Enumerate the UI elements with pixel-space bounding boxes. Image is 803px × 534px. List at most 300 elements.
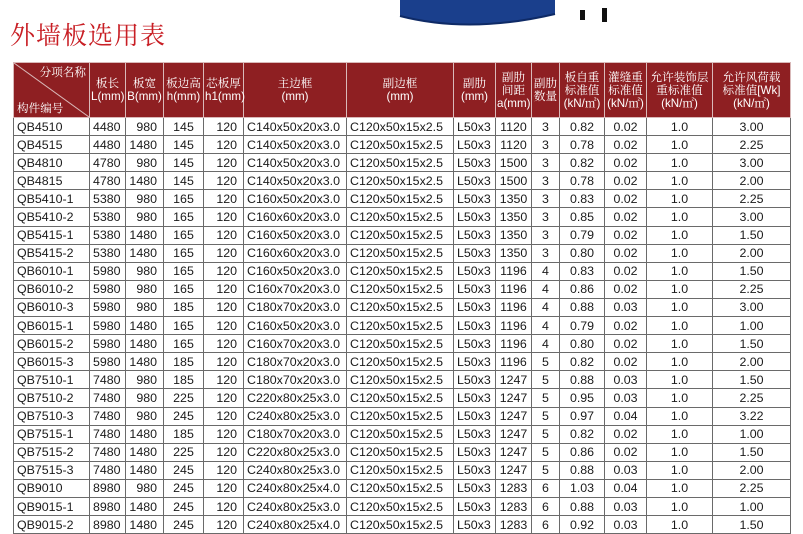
cell-rib-spacing: 1196 [496, 353, 532, 371]
cell-grout-weight: 0.02 [605, 443, 647, 461]
cell-component-id: QB9015-2 [14, 516, 90, 534]
cell-wind-load: 2.25 [713, 190, 791, 208]
cell-component-id: QB7515-3 [14, 461, 90, 479]
header-main-frame: 主边框 (mm) [244, 63, 347, 118]
cell-edge-height: 185 [164, 371, 204, 389]
cell-self-weight: 0.88 [560, 461, 605, 479]
cell-decoration-load: 1.0 [647, 208, 713, 226]
header-rib-spacing: 副肋 间距 a(mm) [496, 63, 532, 118]
cell-edge-height: 145 [164, 136, 204, 154]
header-rib: 副肋 (mm) [454, 63, 496, 118]
cell-component-id: QB6015-1 [14, 317, 90, 335]
cell-secondary-frame: C120x50x15x2.5 [347, 136, 454, 154]
cell-rib-spacing: 1283 [496, 516, 532, 534]
cell-secondary-frame: C120x50x15x2.5 [347, 407, 454, 425]
cell-rib: L50x3 [454, 425, 496, 443]
cell-decoration-load: 1.0 [647, 371, 713, 389]
cell-secondary-frame: C120x50x15x2.5 [347, 461, 454, 479]
cell-rib-count: 3 [532, 118, 560, 136]
cell-core-thickness: 120 [204, 262, 244, 280]
cell-rib-count: 6 [532, 497, 560, 515]
cell-core-thickness: 120 [204, 172, 244, 190]
cell-grout-weight: 0.02 [605, 154, 647, 172]
cell-core-thickness: 120 [204, 516, 244, 534]
table-row [14, 154, 791, 172]
cell-grout-weight: 0.02 [605, 118, 647, 136]
cell-length: 5380 [90, 208, 126, 226]
cell-wind-load: 1.00 [713, 317, 791, 335]
cell-core-thickness: 120 [204, 317, 244, 335]
cell-secondary-frame: C120x50x15x2.5 [347, 298, 454, 316]
cell-self-weight: 0.82 [560, 154, 605, 172]
cell-self-weight: 0.86 [560, 443, 605, 461]
cell-edge-height: 185 [164, 353, 204, 371]
cell-secondary-frame: C120x50x15x2.5 [347, 154, 454, 172]
cell-rib-spacing: 1283 [496, 497, 532, 515]
cell-width: 980 [126, 262, 164, 280]
cell-self-weight: 0.79 [560, 317, 605, 335]
cell-wind-load: 1.50 [713, 335, 791, 353]
cell-rib: L50x3 [454, 389, 496, 407]
cell-main-frame: C220x80x25x3.0 [244, 389, 347, 407]
cell-rib-count: 5 [532, 389, 560, 407]
cell-wind-load: 2.25 [713, 389, 791, 407]
cell-width: 1480 [126, 317, 164, 335]
cell-secondary-frame: C120x50x15x2.5 [347, 516, 454, 534]
cell-rib: L50x3 [454, 262, 496, 280]
cell-component-id: QB6010-3 [14, 298, 90, 316]
cell-length: 5980 [90, 298, 126, 316]
page-title: 外墙板选用表 [10, 21, 167, 50]
cell-width: 980 [126, 407, 164, 425]
cell-width: 1480 [126, 335, 164, 353]
cell-secondary-frame: C120x50x15x2.5 [347, 190, 454, 208]
cell-wind-load: 2.00 [713, 172, 791, 190]
cell-rib-count: 4 [532, 298, 560, 316]
cell-rib-count: 3 [532, 172, 560, 190]
cell-wind-load: 3.00 [713, 154, 791, 172]
cell-component-id: QB6015-3 [14, 353, 90, 371]
table-row [14, 335, 791, 353]
cell-secondary-frame: C120x50x15x2.5 [347, 317, 454, 335]
cell-rib-count: 4 [532, 335, 560, 353]
cell-rib-spacing: 1120 [496, 136, 532, 154]
table-row [14, 353, 791, 371]
cell-length: 5980 [90, 317, 126, 335]
table-row [14, 208, 791, 226]
cell-width: 1480 [126, 136, 164, 154]
cell-secondary-frame: C120x50x15x2.5 [347, 371, 454, 389]
cell-secondary-frame: C120x50x15x2.5 [347, 425, 454, 443]
cell-rib-count: 6 [532, 516, 560, 534]
cell-width: 1480 [126, 425, 164, 443]
table-row [14, 262, 791, 280]
cell-length: 5380 [90, 226, 126, 244]
cell-main-frame: C240x80x25x3.0 [244, 407, 347, 425]
cell-rib-spacing: 1247 [496, 425, 532, 443]
cell-main-frame: C160x50x20x3.0 [244, 226, 347, 244]
cell-length: 4480 [90, 118, 126, 136]
cell-length: 8980 [90, 516, 126, 534]
cell-grout-weight: 0.02 [605, 353, 647, 371]
cell-main-frame: C220x80x25x3.0 [244, 443, 347, 461]
cell-rib: L50x3 [454, 190, 496, 208]
cell-component-id: QB4810 [14, 154, 90, 172]
cell-edge-height: 165 [164, 208, 204, 226]
cell-width: 1480 [126, 226, 164, 244]
cell-width: 1480 [126, 497, 164, 515]
header-corner-bottom-label: 构件编号 [17, 102, 64, 115]
cell-grout-weight: 0.02 [605, 425, 647, 443]
table-row [14, 244, 791, 262]
table-row [14, 479, 791, 497]
cell-rib-count: 3 [532, 244, 560, 262]
cell-component-id: QB5415-2 [14, 244, 90, 262]
cell-grout-weight: 0.03 [605, 371, 647, 389]
cell-main-frame: C180x70x20x3.0 [244, 298, 347, 316]
cell-component-id: QB4815 [14, 172, 90, 190]
cell-secondary-frame: C120x50x15x2.5 [347, 262, 454, 280]
header-core-thickness: 芯板厚 h1(mm) [204, 63, 244, 118]
cell-self-weight: 0.78 [560, 172, 605, 190]
cell-edge-height: 185 [164, 425, 204, 443]
cell-self-weight: 0.86 [560, 280, 605, 298]
cell-main-frame: C160x50x20x3.0 [244, 317, 347, 335]
cell-decoration-load: 1.0 [647, 443, 713, 461]
cell-wind-load: 3.00 [713, 298, 791, 316]
cell-length: 7480 [90, 443, 126, 461]
cell-wind-load: 1.50 [713, 226, 791, 244]
cell-edge-height: 225 [164, 389, 204, 407]
cell-rib-spacing: 1247 [496, 389, 532, 407]
cell-main-frame: C140x50x20x3.0 [244, 136, 347, 154]
cell-decoration-load: 1.0 [647, 479, 713, 497]
cell-width: 980 [126, 371, 164, 389]
cell-component-id: QB5410-2 [14, 208, 90, 226]
cell-wind-load: 1.00 [713, 425, 791, 443]
header-self-weight: 板自重 标准值 (kN/㎡) [560, 63, 605, 118]
cell-grout-weight: 0.03 [605, 516, 647, 534]
cell-rib-spacing: 1247 [496, 407, 532, 425]
cell-main-frame: C160x60x20x3.0 [244, 208, 347, 226]
cell-main-frame: C180x70x20x3.0 [244, 425, 347, 443]
cell-decoration-load: 1.0 [647, 425, 713, 443]
cell-wind-load: 3.00 [713, 208, 791, 226]
cell-self-weight: 0.79 [560, 226, 605, 244]
cell-core-thickness: 120 [204, 335, 244, 353]
cell-self-weight: 1.03 [560, 479, 605, 497]
table-row [14, 226, 791, 244]
cell-width: 1480 [126, 244, 164, 262]
wall-panel-selection-table [13, 62, 791, 534]
cell-rib: L50x3 [454, 443, 496, 461]
cell-length: 4780 [90, 154, 126, 172]
cell-decoration-load: 1.0 [647, 407, 713, 425]
cell-wind-load: 2.00 [713, 461, 791, 479]
table-row [14, 425, 791, 443]
cell-rib: L50x3 [454, 172, 496, 190]
cell-rib-spacing: 1283 [496, 479, 532, 497]
cell-rib-count: 4 [532, 262, 560, 280]
cell-main-frame: C160x50x20x3.0 [244, 262, 347, 280]
cell-length: 8980 [90, 497, 126, 515]
cell-core-thickness: 120 [204, 371, 244, 389]
cell-rib: L50x3 [454, 461, 496, 479]
cell-core-thickness: 120 [204, 353, 244, 371]
cell-secondary-frame: C120x50x15x2.5 [347, 479, 454, 497]
header-length: 板长 L(mm) [90, 63, 126, 118]
cell-width: 1480 [126, 443, 164, 461]
wall-panel-table-container [13, 62, 790, 534]
cell-edge-height: 165 [164, 280, 204, 298]
cell-component-id: QB6010-1 [14, 262, 90, 280]
cell-component-id: QB7515-2 [14, 443, 90, 461]
cell-secondary-frame: C120x50x15x2.5 [347, 172, 454, 190]
cell-length: 8980 [90, 479, 126, 497]
cell-component-id: QB7510-3 [14, 407, 90, 425]
cell-wind-load: 1.50 [713, 371, 791, 389]
cell-rib-count: 5 [532, 443, 560, 461]
cell-edge-height: 145 [164, 154, 204, 172]
table-header-row [14, 63, 791, 118]
cell-length: 5980 [90, 280, 126, 298]
cell-length: 5380 [90, 244, 126, 262]
cell-rib-count: 3 [532, 154, 560, 172]
cell-component-id: QB7515-1 [14, 425, 90, 443]
cell-rib-spacing: 1196 [496, 280, 532, 298]
cell-length: 4780 [90, 172, 126, 190]
cell-main-frame: C240x80x25x3.0 [244, 497, 347, 515]
cell-core-thickness: 120 [204, 154, 244, 172]
cell-rib-spacing: 1350 [496, 244, 532, 262]
cell-rib-count: 3 [532, 136, 560, 154]
cell-rib-count: 5 [532, 371, 560, 389]
cell-width: 1480 [126, 353, 164, 371]
table-row [14, 371, 791, 389]
cell-width: 980 [126, 208, 164, 226]
cell-edge-height: 245 [164, 479, 204, 497]
cell-core-thickness: 120 [204, 479, 244, 497]
cell-decoration-load: 1.0 [647, 154, 713, 172]
cell-rib-spacing: 1247 [496, 443, 532, 461]
cell-decoration-load: 1.0 [647, 298, 713, 316]
cell-length: 7480 [90, 425, 126, 443]
cell-decoration-load: 1.0 [647, 516, 713, 534]
cell-rib-count: 3 [532, 208, 560, 226]
cell-core-thickness: 120 [204, 425, 244, 443]
cell-rib-spacing: 1196 [496, 298, 532, 316]
cell-self-weight: 0.88 [560, 298, 605, 316]
cell-rib-count: 3 [532, 190, 560, 208]
cell-length: 5980 [90, 335, 126, 353]
cell-core-thickness: 120 [204, 118, 244, 136]
cell-component-id: QB5415-1 [14, 226, 90, 244]
cell-rib: L50x3 [454, 371, 496, 389]
cell-decoration-load: 1.0 [647, 262, 713, 280]
cell-core-thickness: 120 [204, 298, 244, 316]
cell-rib-count: 5 [532, 425, 560, 443]
cell-rib-spacing: 1196 [496, 335, 532, 353]
cell-rib-spacing: 1247 [496, 371, 532, 389]
cell-grout-weight: 0.02 [605, 280, 647, 298]
cell-grout-weight: 0.03 [605, 461, 647, 479]
cell-grout-weight: 0.02 [605, 317, 647, 335]
cell-component-id: QB4515 [14, 136, 90, 154]
cell-core-thickness: 120 [204, 190, 244, 208]
cell-secondary-frame: C120x50x15x2.5 [347, 244, 454, 262]
cell-main-frame: C180x70x20x3.0 [244, 353, 347, 371]
cell-core-thickness: 120 [204, 497, 244, 515]
cell-grout-weight: 0.02 [605, 226, 647, 244]
cell-wind-load: 1.00 [713, 497, 791, 515]
table-row [14, 190, 791, 208]
cell-decoration-load: 1.0 [647, 461, 713, 479]
cell-wind-load: 2.00 [713, 353, 791, 371]
header-corner-top-label: 分项名称 [39, 66, 86, 79]
cell-rib-spacing: 1500 [496, 172, 532, 190]
cell-component-id: QB9015-1 [14, 497, 90, 515]
cell-edge-height: 225 [164, 443, 204, 461]
cell-rib-count: 5 [532, 461, 560, 479]
cell-grout-weight: 0.02 [605, 172, 647, 190]
header-wind-load: 允许风荷载 标准值[Wk] (kN/㎡) [713, 63, 791, 118]
cell-rib: L50x3 [454, 280, 496, 298]
table-row [14, 497, 791, 515]
cell-self-weight: 0.88 [560, 497, 605, 515]
cell-rib: L50x3 [454, 154, 496, 172]
cell-length: 7480 [90, 371, 126, 389]
cell-rib-count: 6 [532, 479, 560, 497]
cell-edge-height: 245 [164, 407, 204, 425]
cell-secondary-frame: C120x50x15x2.5 [347, 497, 454, 515]
cell-self-weight: 0.82 [560, 118, 605, 136]
cell-self-weight: 0.82 [560, 353, 605, 371]
cell-component-id: QB7510-2 [14, 389, 90, 407]
cell-edge-height: 185 [164, 298, 204, 316]
cell-rib: L50x3 [454, 497, 496, 515]
cell-rib: L50x3 [454, 335, 496, 353]
header-corner-cell [14, 63, 90, 118]
cell-width: 980 [126, 280, 164, 298]
table-body [14, 118, 791, 534]
cell-secondary-frame: C120x50x15x2.5 [347, 335, 454, 353]
cell-length: 7480 [90, 461, 126, 479]
cell-main-frame: C180x70x20x3.0 [244, 371, 347, 389]
cell-decoration-load: 1.0 [647, 136, 713, 154]
cell-rib: L50x3 [454, 118, 496, 136]
cell-wind-load: 2.25 [713, 479, 791, 497]
cell-core-thickness: 120 [204, 226, 244, 244]
cell-width: 1480 [126, 461, 164, 479]
table-row [14, 461, 791, 479]
cell-core-thickness: 120 [204, 136, 244, 154]
cell-self-weight: 0.83 [560, 262, 605, 280]
cell-core-thickness: 120 [204, 208, 244, 226]
table-row [14, 136, 791, 154]
cell-width: 980 [126, 479, 164, 497]
cell-wind-load: 2.25 [713, 280, 791, 298]
cell-wind-load: 2.25 [713, 136, 791, 154]
cell-self-weight: 0.80 [560, 244, 605, 262]
cell-self-weight: 0.95 [560, 389, 605, 407]
cell-core-thickness: 120 [204, 461, 244, 479]
cell-edge-height: 145 [164, 172, 204, 190]
cell-self-weight: 0.78 [560, 136, 605, 154]
cell-component-id: QB6015-2 [14, 335, 90, 353]
cell-rib-count: 5 [532, 353, 560, 371]
cell-main-frame: C140x50x20x3.0 [244, 118, 347, 136]
cell-rib: L50x3 [454, 136, 496, 154]
cell-edge-height: 165 [164, 244, 204, 262]
cell-wind-load: 1.50 [713, 262, 791, 280]
cell-decoration-load: 1.0 [647, 317, 713, 335]
cell-width: 1480 [126, 172, 164, 190]
cell-secondary-frame: C120x50x15x2.5 [347, 226, 454, 244]
cell-rib: L50x3 [454, 208, 496, 226]
cell-width: 980 [126, 389, 164, 407]
decorative-banner-graphic [390, 0, 610, 34]
cell-grout-weight: 0.03 [605, 298, 647, 316]
cell-decoration-load: 1.0 [647, 226, 713, 244]
cell-secondary-frame: C120x50x15x2.5 [347, 353, 454, 371]
table-row [14, 280, 791, 298]
cell-edge-height: 245 [164, 461, 204, 479]
cell-rib-spacing: 1247 [496, 461, 532, 479]
cell-core-thickness: 120 [204, 244, 244, 262]
cell-rib-spacing: 1350 [496, 190, 532, 208]
cell-grout-weight: 0.04 [605, 407, 647, 425]
cell-main-frame: C240x80x25x3.0 [244, 461, 347, 479]
cell-wind-load: 3.22 [713, 407, 791, 425]
cell-self-weight: 0.80 [560, 335, 605, 353]
cell-self-weight: 0.82 [560, 425, 605, 443]
header-width: 板宽 B(mm) [126, 63, 164, 118]
cell-secondary-frame: C120x50x15x2.5 [347, 280, 454, 298]
cell-length: 5980 [90, 353, 126, 371]
table-row [14, 516, 791, 534]
table-row [14, 389, 791, 407]
cell-grout-weight: 0.02 [605, 335, 647, 353]
cell-width: 980 [126, 298, 164, 316]
cell-width: 980 [126, 118, 164, 136]
cell-grout-weight: 0.02 [605, 262, 647, 280]
cell-rib: L50x3 [454, 298, 496, 316]
cell-secondary-frame: C120x50x15x2.5 [347, 208, 454, 226]
cell-decoration-load: 1.0 [647, 389, 713, 407]
cell-component-id: QB6010-2 [14, 280, 90, 298]
cell-grout-weight: 0.02 [605, 190, 647, 208]
cell-decoration-load: 1.0 [647, 118, 713, 136]
cell-self-weight: 0.83 [560, 190, 605, 208]
cell-decoration-load: 1.0 [647, 244, 713, 262]
cell-secondary-frame: C120x50x15x2.5 [347, 118, 454, 136]
cell-core-thickness: 120 [204, 389, 244, 407]
cell-decoration-load: 1.0 [647, 280, 713, 298]
cell-decoration-load: 1.0 [647, 190, 713, 208]
table-row [14, 298, 791, 316]
cell-length: 5980 [90, 262, 126, 280]
cell-rib: L50x3 [454, 407, 496, 425]
cell-rib: L50x3 [454, 226, 496, 244]
cell-main-frame: C160x70x20x3.0 [244, 335, 347, 353]
table-row [14, 118, 791, 136]
cell-edge-height: 165 [164, 262, 204, 280]
cell-core-thickness: 120 [204, 443, 244, 461]
cell-main-frame: C160x70x20x3.0 [244, 280, 347, 298]
table-row [14, 443, 791, 461]
cell-grout-weight: 0.03 [605, 497, 647, 515]
cell-rib-count: 5 [532, 407, 560, 425]
